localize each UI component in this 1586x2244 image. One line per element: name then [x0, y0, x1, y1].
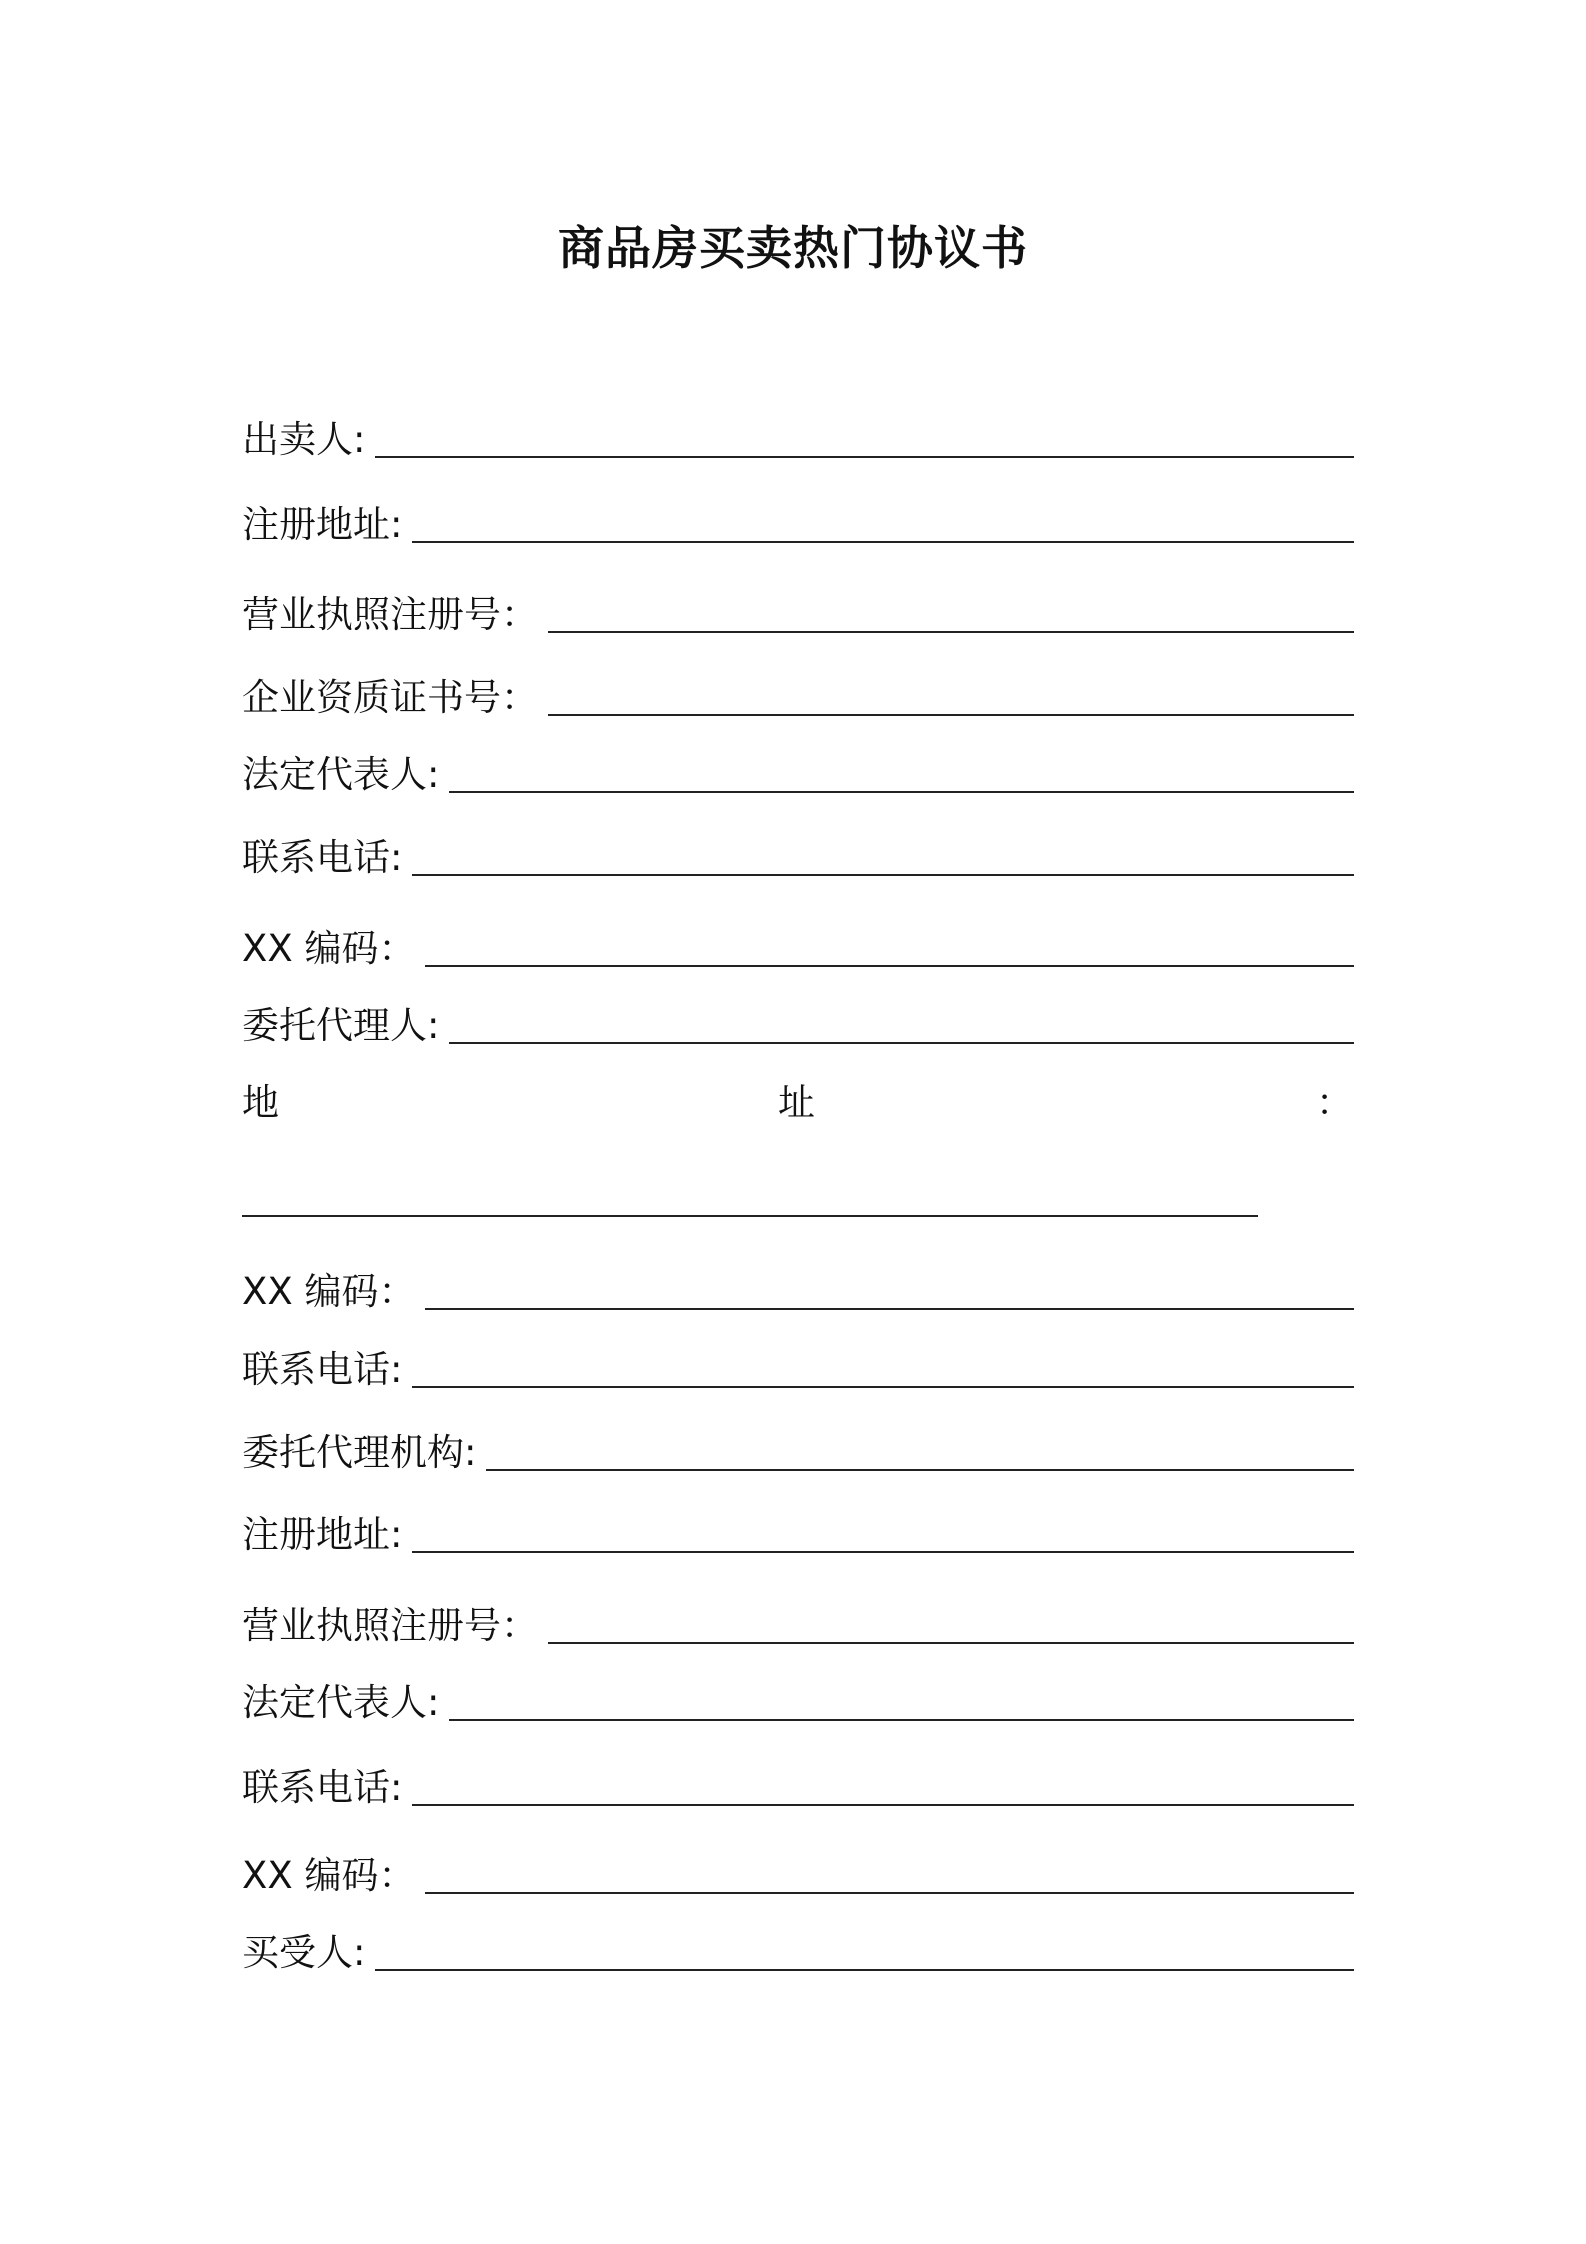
buyer-label: 买受人:	[242, 1931, 366, 1974]
business-license-field	[242, 583, 1354, 639]
legal-rep-label: 法定代表人:	[242, 753, 440, 796]
buyer-field	[242, 1921, 1354, 1977]
registered-address-label: 注册地址:	[242, 503, 403, 546]
agent-blank[interactable]	[449, 1042, 1354, 1044]
postcode-field	[242, 917, 1354, 973]
agency-phone-field	[242, 1756, 1354, 1812]
seller-label: 出卖人:	[242, 418, 366, 461]
agent-phone-blank[interactable]	[412, 1386, 1354, 1388]
registered-address-blank[interactable]	[412, 541, 1354, 543]
agency-phone-label: 联系电话:	[242, 1766, 403, 1809]
agency-label: 委托代理机构:	[242, 1431, 477, 1474]
agency-address-field	[242, 1503, 1354, 1559]
registered-address-field	[242, 493, 1354, 549]
agent-postcode-label: XX 编码：	[242, 1270, 416, 1313]
business-license-blank[interactable]	[548, 631, 1354, 633]
address-char-2: 址	[778, 1081, 815, 1124]
agency-license-label: 营业执照注册号：	[242, 1604, 538, 1647]
seller-blank[interactable]	[375, 456, 1354, 458]
agent-field	[242, 994, 1354, 1050]
agency-postcode-blank[interactable]	[425, 1892, 1354, 1894]
qualification-cert-blank[interactable]	[548, 714, 1354, 716]
address-row	[242, 1081, 1354, 1137]
qualification-cert-field	[242, 666, 1354, 722]
agency-license-field	[242, 1594, 1354, 1650]
agency-legal-rep-label: 法定代表人:	[242, 1681, 440, 1724]
agency-phone-blank[interactable]	[412, 1804, 1354, 1806]
address-blank[interactable]	[242, 1215, 1258, 1217]
legal-rep-blank[interactable]	[449, 791, 1354, 793]
agent-phone-field	[242, 1338, 1354, 1394]
agency-address-label: 注册地址:	[242, 1513, 403, 1556]
seller-field	[242, 408, 1354, 464]
agency-blank[interactable]	[486, 1469, 1354, 1471]
address-colon: ：	[1316, 1081, 1353, 1124]
document-title: 商品房买卖热门协议书	[558, 221, 1028, 275]
agency-legal-rep-field	[242, 1671, 1354, 1727]
qualification-cert-label: 企业资质证书号：	[242, 676, 538, 719]
legal-rep-field	[242, 743, 1354, 799]
seller-info-form	[242, 0, 1354, 2244]
agency-field	[242, 1421, 1354, 1477]
agency-address-blank[interactable]	[412, 1551, 1354, 1553]
agent-postcode-blank[interactable]	[425, 1308, 1354, 1310]
postcode-blank[interactable]	[425, 965, 1354, 967]
phone-blank[interactable]	[412, 874, 1354, 876]
phone-field	[242, 826, 1354, 882]
agency-license-blank[interactable]	[548, 1642, 1354, 1644]
agent-phone-label: 联系电话:	[242, 1348, 403, 1391]
agency-postcode-label: XX 编码：	[242, 1854, 416, 1897]
postcode-label: XX 编码：	[242, 927, 416, 970]
buyer-blank[interactable]	[375, 1969, 1354, 1971]
agency-legal-rep-blank[interactable]	[449, 1719, 1354, 1721]
phone-label: 联系电话:	[242, 836, 403, 879]
agent-postcode-field	[242, 1260, 1354, 1316]
address-char-1: 地	[242, 1081, 279, 1124]
business-license-label: 营业执照注册号：	[242, 593, 538, 636]
agent-label: 委托代理人:	[242, 1004, 440, 1047]
agency-postcode-field	[242, 1844, 1354, 1900]
